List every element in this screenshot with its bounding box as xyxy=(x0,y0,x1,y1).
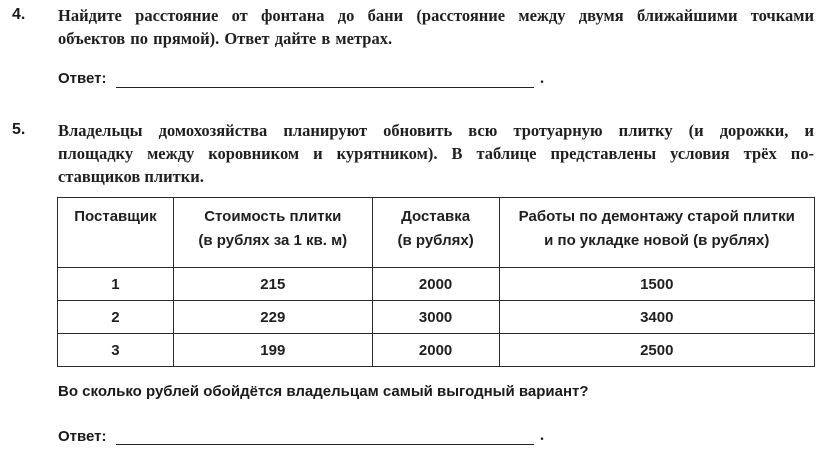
table-row xyxy=(58,334,815,367)
table-cell: 3000 xyxy=(372,301,499,334)
header-supplier xyxy=(58,198,174,268)
task-4-line-1: Найдите расстояние от фонтана до бани (расстояние между двумя ближайшими точками xyxy=(58,6,814,25)
table-cell: 2000 xyxy=(372,334,499,367)
header-delivery-line1: Доставка xyxy=(401,208,471,225)
task-4-line-2: объектов по прямой). Ответ дайте в метрах. xyxy=(58,29,393,48)
table-cell: 1 xyxy=(58,268,174,301)
header-tile-cost-line1: Стоимость плитки xyxy=(204,208,342,225)
header-works-line1: Работы по демонтажу старой плитки xyxy=(518,208,795,225)
table-cell: 3400 xyxy=(499,301,814,334)
task-5-answer-label: Ответ: xyxy=(58,428,107,445)
table-cell: 2000 xyxy=(372,268,499,301)
table-row xyxy=(58,268,815,301)
task-4-answer-field[interactable] xyxy=(116,87,534,88)
task-5-answer-dot: . xyxy=(540,427,544,444)
table-cell: 1500 xyxy=(499,268,814,301)
task-4-text xyxy=(58,4,814,50)
header-works xyxy=(499,198,814,268)
header-works-line2: и по укладке новой (в рублях) xyxy=(544,232,770,249)
task-4-number: 4. xyxy=(12,6,26,23)
table-row xyxy=(58,301,815,334)
task-5-question: Во сколько рублей обойдётся владельцам самый выгодный вариант? xyxy=(58,383,589,400)
header-tile-cost-line2: (в рублях за 1 кв. м) xyxy=(198,232,348,249)
task-5-line-3: ставщиков плитки. xyxy=(58,167,204,186)
table-header-row xyxy=(58,198,815,268)
task-5-answer-field[interactable] xyxy=(116,444,534,445)
header-supplier-label: Поставщик xyxy=(74,208,157,225)
header-delivery xyxy=(372,198,499,268)
table-cell: 2 xyxy=(58,301,174,334)
table-cell: 229 xyxy=(173,301,372,334)
task-5-number: 5. xyxy=(12,121,26,138)
task-5-line-1: Владельцы домохозяйства планируют обновить всю тротуарную плитку (и дорожки, и xyxy=(58,121,814,140)
task-5-line-2: площадку между коровником и курятником). В таблице представлены условия трёх по- xyxy=(58,144,814,163)
table-cell: 215 xyxy=(173,268,372,301)
task-4-answer-label: Ответ: xyxy=(58,70,107,87)
table-cell: 3 xyxy=(58,334,174,367)
suppliers-table xyxy=(57,197,815,367)
task-4-answer-dot: . xyxy=(540,70,544,87)
header-delivery-line2: (в рублях) xyxy=(397,232,474,249)
header-tile-cost xyxy=(173,198,372,268)
task-5-text xyxy=(58,119,814,188)
table-cell: 199 xyxy=(173,334,372,367)
table-cell: 2500 xyxy=(499,334,814,367)
